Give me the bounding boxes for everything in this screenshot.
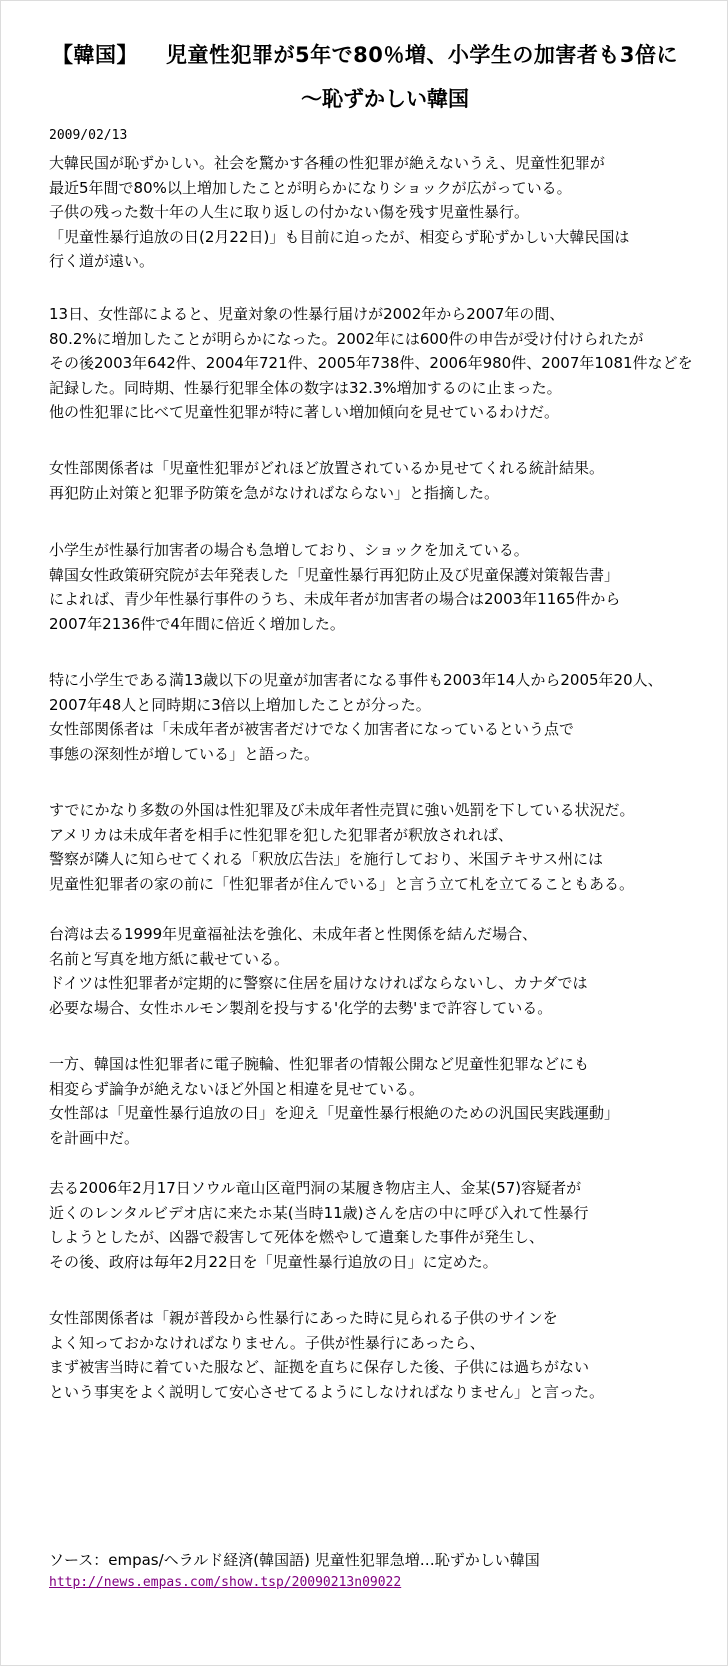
paragraph-line: 必要な場合、女性ホルモン製剤を投与する'化学的去勢'まで許容している。 [49, 998, 553, 1017]
paragraph-line: を計画中だ。 [49, 1128, 140, 1147]
paragraph [49, 538, 709, 636]
paragraph-line: 近くのレンタルビデオ店に来たホ某(当時11歳)さんを店の中に呼び入れて性暴行 [49, 1203, 589, 1222]
paragraph-line: よく知っておかなければなりません。子供が性暴行にあったら、 [49, 1333, 485, 1352]
paragraph-line: 13日、女性部によると、児童対象の性暴行届けが2002年から2007年の間、 [49, 305, 565, 323]
paragraph [49, 1176, 709, 1274]
paragraph-line: ドイツは性犯罪者が定期的に警察に住居を届けなければならないし、カナダでは [49, 974, 588, 992]
paragraph-line: 2007年48人と同時期に3倍以上増加したことが分った。 [49, 695, 431, 714]
paragraph-line: 子供の残った数十年の人生に取り返しの付かない傷を残す児童性暴行。 [49, 203, 530, 221]
paragraph-line: その後2003年642件、2004年721件、2005年738件、2006年980件、2007年1081件などを [49, 354, 693, 372]
paragraph-line: 名前と写真を地方紙に載せている。 [49, 949, 290, 968]
paragraph-line: 相変らず論争が絶えないほど外国と相違を見せている。 [49, 1079, 425, 1098]
paragraph-line: という事実をよく説明して安心させてるようにしなければなりません」と言った。 [49, 1382, 605, 1401]
paragraph-line: 「児童性暴行追放の日(2月22日)」も目前に迫ったが、相変らず恥ずかしい大韓民国は [49, 227, 630, 246]
paragraph-line: まず被害当時に着ていた服など、証拠を直ちに保存した後、子供には過ちがない [49, 1358, 590, 1376]
paragraph-line: 台湾は去る1999年児童福祉法を強化、未成年者と性関係を結んだ場合、 [49, 925, 538, 943]
paragraph-line: 特に小学生である満13歳以下の児童が加害者になる事件も2003年14人から2005年20人、 [49, 671, 663, 689]
paragraph-line: 去る2006年2月17日ソウル竜山区竜門洞の某履き物店主人、金某(57)容疑者が [49, 1179, 582, 1197]
paragraph-line: その後、政府は毎年2月22日を「児童性暴行追放の日」に定めた。 [49, 1252, 498, 1271]
article-subtitle: ～恥ずかしい韓国 [301, 87, 469, 111]
article-title [21, 39, 709, 69]
paragraph-line: 警察が隣人に知らせてくれる「釈放広告法」を施行しており、米国テキサス州には [49, 850, 603, 868]
paragraph-line: 最近5年間で80%以上増加したことが明らかになりショックが広がっている。 [49, 178, 572, 197]
paragraph-line: すでにかなり多数の外国は性犯罪及び未成年者性売買に強い処罰を下している状況だ。 [49, 801, 635, 819]
paragraph-line: 記録した。同時期、性暴行犯罪全体の数字は32.3%増加するのに止まった。 [49, 378, 562, 397]
article-date: 2009/02/13 [49, 128, 128, 143]
paragraph-line: 児童性犯罪者の家の前に「性犯罪者が住んでいる」と言う立て札を立てることもある。 [49, 874, 635, 893]
source-link[interactable]: http://news.empas.com/show.tsp/20090213n09022 [49, 1575, 402, 1590]
paragraph-line: 韓国女性政策研究院が去年発表した「児童性暴行再犯防止及び児童保護対策報告書」 [49, 565, 620, 584]
title-tag: 【韓国】 [52, 43, 139, 67]
paragraph-line: 再犯防止対策と犯罪予防策を急がなければならない」と指摘した。 [49, 483, 500, 502]
paragraph [49, 151, 709, 274]
paragraph-line: 女性部関係者は「親が普段から性暴行にあった時に見られる子供のサインを [49, 1309, 558, 1327]
paragraph-line: 大韓民国が恥ずかしい。社会を驚かす各種の性犯罪が絶えないうえ、児童性犯罪が [49, 154, 605, 172]
paragraph-line: しようとしたが、凶器で殺害して死体を燃やして遺棄した事件が発生し、 [49, 1228, 545, 1246]
paragraph-line: 他の性犯罪に比べて児童性犯罪が特に著しい増加傾向を見せているわけだ。 [49, 403, 560, 421]
paragraph-line: 一方、韓国は性犯罪者に電子腕輪、性犯罪者の情報公開など児童性犯罪などにも [49, 1055, 590, 1073]
paragraph-line: 80.2%に増加したことが明らかになった。2002年には600件の申告が受け付けられたが [49, 329, 644, 348]
paragraph-line: 行く道が遠い。 [49, 252, 155, 270]
paragraph-line: 2007年2136件で4年間に倍近く増加した。 [49, 614, 345, 633]
paragraph [49, 1306, 709, 1404]
paragraph-line: によれば、青少年性暴行事件のうち、未成年者が加害者の場合は2003年1165件から [49, 590, 621, 608]
paragraph-line: 女性部関係者は「未成年者が被害者だけでなく加害者になっているという点で [49, 720, 575, 738]
paragraph [49, 668, 709, 766]
source-credit: ソース：empas/ヘラルド経済(韓国語) 児童性犯罪急増…恥ずかしい韓国 [49, 1551, 540, 1569]
paragraph [49, 922, 709, 1020]
paragraph-line: 女性部関係者は「児童性犯罪がどれほど放置されているか見せてくれる統計結果。 [49, 459, 605, 477]
paragraph-line: アメリカは未成年者を相手に性犯罪を犯した犯罪者が釈放されれば、 [49, 825, 513, 844]
paragraph [49, 1052, 709, 1150]
paragraph-line: 小学生が性暴行加害者の場合も急増しており、ショックを加えている。 [49, 541, 529, 559]
paragraph [49, 456, 709, 505]
paragraph-line: 女性部は「児童性暴行追放の日」を迎え「児童性暴行根絶のための汎国民実践運動」 [49, 1104, 620, 1122]
paragraph [49, 798, 709, 896]
title-main: 児童性犯罪が5年で80％増、小学生の加害者も3倍に [166, 43, 678, 67]
paragraph [49, 302, 709, 425]
paragraph-line: 事態の深刻性が増している」と語った。 [49, 744, 320, 763]
